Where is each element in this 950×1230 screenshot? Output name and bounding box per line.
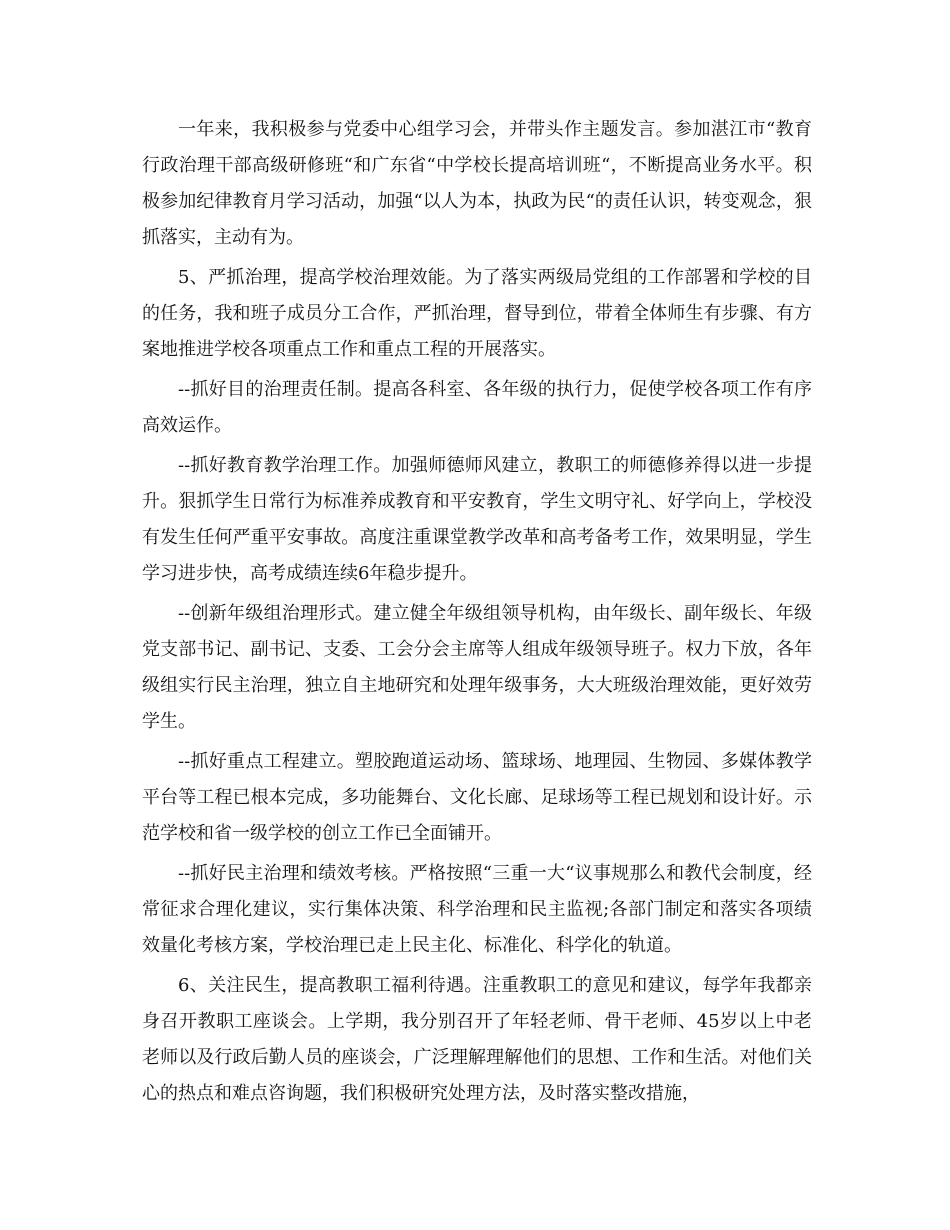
paragraph-3: --抓好目的治理责任制。提高各科室、各年级的执行力，促使学校各项工作有序高效运作。 bbox=[142, 379, 812, 436]
paragraph-1: 一年来，我积极参与党委中心组学习会，并带头作主题发言。参加湛江市“教育行政治理干部高级研修班“和广东省“中学校长提高培训班“，不断提高业务水平。积极参加纪律教育月学习活动，加强“以人为本，执政为民“的责任认识，转变观念，狠抓落实，主动有为。 bbox=[142, 119, 812, 248]
paragraph-8: 6、关注民生，提高教职工福利待遇。注重教职工的意见和建议，每学年我都亲身召开教职工座谈会。上学期，我分别召开了年轻老师、骨干老师、45岁以上中老老师以及行政后勤人员的座谈会，广泛理解理解他们的思想、工作和生活。对他们关心的热点和难点咨询题，我们积极研究处理方法，及时落实整改措施， bbox=[142, 975, 812, 1104]
paragraph-7: --抓好民主治理和绩效考核。严格按照“三重一大“议事规那么和教代会制度，经常征求合理化建议，实行集体决策、科学治理和民主监视;各部门制定和落实各项绩效量化考核方案，学校治理已走上民主化、标准化、科学化的轨道。 bbox=[142, 863, 812, 956]
paragraph-6: --抓好重点工程建立。塑胶跑道运动场、篮球场、地理园、生物园、多媒体教学平台等工程已根本完成，多功能舞台、文化长廊、足球场等工程已规划和设计好。示范学校和省一级学校的创立工作已全面铺开。 bbox=[142, 751, 812, 844]
paragraph-4: --抓好教育教学治理工作。加强师德师风建立，教职工的师德修养得以进一步提升。狠抓学生日常行为标准养成教育和平安教育，学生文明守礼、好学向上，学校没有发生任何严重平安事故。高度注重课堂教学改革和高考备考工作，效果明显，学生学习进步快，高考成绩连续6年稳步提升。 bbox=[142, 455, 812, 584]
document-body bbox=[142, 112, 812, 1116]
paragraph-5: --创新年级组治理形式。建立健全年级组领导机构，由年级长、副年级长、年级党支部书记、副书记、支委、工会分会主席等人组成年级领导班子。权力下放，各年级组实行民主治理，独立自主地研究和处理年级事务，大大班级治理效能，更好效劳学生。 bbox=[142, 603, 812, 732]
paragraph-2: 5、严抓治理，提高学校治理效能。为了落实两级局党组的工作部署和学校的目的任务，我和班子成员分工合作，严抓治理，督导到位，带着全体师生有步骤、有方案地推进学校各项重点工作和重点工程的开展落实。 bbox=[142, 267, 812, 360]
